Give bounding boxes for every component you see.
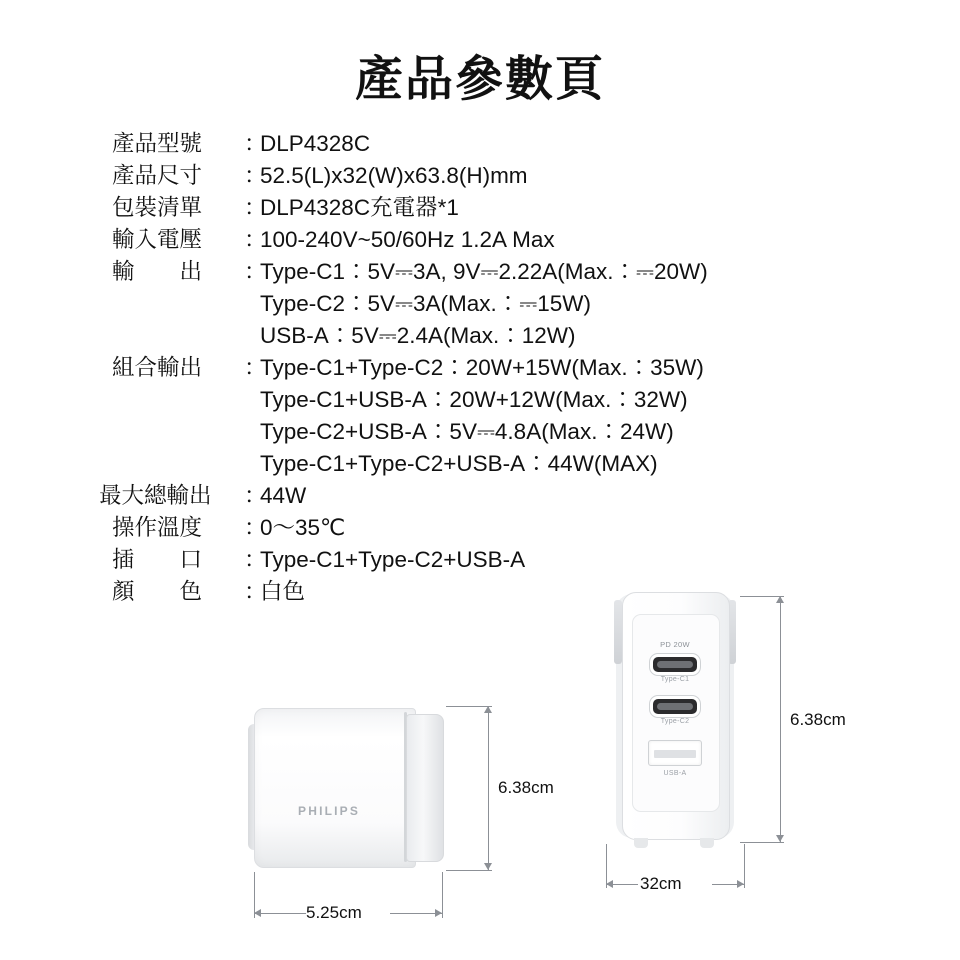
dim-arrow-right xyxy=(435,909,442,917)
spec-value: 100-240V~50/60Hz 1.2A Max xyxy=(260,227,555,252)
dim-line-horizontal xyxy=(254,913,306,914)
type-c2-port-label: Type-C2 xyxy=(660,718,690,725)
spec-value: Type-C2+USB-A：5V⎓4.8A(Max.：24W) xyxy=(260,419,674,444)
spec-label: 產品尺寸 xyxy=(112,163,203,188)
usb-a-port-icon xyxy=(648,740,702,766)
spec-label: 操作溫度 xyxy=(112,515,203,540)
spec-row xyxy=(112,128,872,160)
page-title: 產品參數頁 xyxy=(354,53,605,106)
charger-foot-left xyxy=(634,838,648,848)
spec-colon: ： xyxy=(244,195,267,220)
side-view-height-label: 6.38cm xyxy=(498,778,554,797)
product-images xyxy=(0,580,960,960)
spec-value: 52.5(L)x32(W)x63.8(H)mm xyxy=(260,163,528,188)
dim-cap xyxy=(446,870,492,871)
spec-row xyxy=(112,160,872,192)
spec-value: 白色 xyxy=(260,579,306,604)
spec-colon: ： xyxy=(244,163,267,188)
dim-arrow-down xyxy=(484,863,492,870)
spec-value: Type-C1+Type-C2+USB-A xyxy=(260,547,526,572)
spec-row-continuation xyxy=(112,288,872,320)
spec-value: Type-C1：5V⎓3A, 9V⎓2.22A(Max.：⎓20W) xyxy=(260,259,708,284)
spec-label: 輸入電壓 xyxy=(112,227,203,252)
dim-arrow-up xyxy=(776,596,784,603)
charger-side-body xyxy=(254,708,416,868)
spec-value: DLP4328C充電器*1 xyxy=(260,195,459,220)
spec-row xyxy=(112,352,872,384)
spec-label: 顏 色 xyxy=(112,579,203,604)
dim-cap xyxy=(744,844,745,888)
spec-colon: ： xyxy=(244,259,267,284)
spec-value: Type-C2：5V⎓3A(Max.：⎓15W) xyxy=(260,291,591,316)
charger-foot-right xyxy=(700,838,714,848)
dim-cap xyxy=(442,872,443,918)
spec-label: 包裝清單 xyxy=(112,195,203,220)
spec-colon: ： xyxy=(244,579,267,604)
spec-row xyxy=(112,544,872,576)
philips-brand-label: PHILIPS xyxy=(298,804,361,818)
dim-arrow-left xyxy=(606,880,613,888)
spec-colon: ： xyxy=(244,131,267,156)
spec-list xyxy=(99,128,872,608)
spec-label: 產品型號 xyxy=(112,131,203,156)
spec-row xyxy=(112,192,872,224)
spec-label: 最大總輸出 xyxy=(99,483,212,508)
side-view-width-label: 5.25cm xyxy=(306,903,362,922)
spec-value: 44W xyxy=(260,483,307,508)
front-view-width-label: 32cm xyxy=(640,874,682,893)
dim-line-vertical xyxy=(780,596,781,842)
spec-row xyxy=(112,512,872,544)
spec-row-continuation xyxy=(112,416,872,448)
spec-label: 輸 出 xyxy=(112,259,203,284)
dim-arrow-down xyxy=(776,835,784,842)
spec-row-continuation xyxy=(112,384,872,416)
dim-cap xyxy=(740,842,784,843)
type-c2-port-icon xyxy=(650,696,700,717)
spec-colon: ： xyxy=(244,227,267,252)
charger-side-view-image xyxy=(254,708,442,866)
dim-arrow-right xyxy=(737,880,744,888)
spec-value: 0～35℃ xyxy=(260,515,346,540)
spec-row xyxy=(112,224,872,256)
type-c1-port-label: Type-C1 xyxy=(660,676,690,683)
spec-value: DLP4328C xyxy=(260,131,371,156)
spec-colon: ： xyxy=(244,547,267,572)
spec-label: 插 口 xyxy=(112,547,203,572)
type-c1-port-icon xyxy=(650,654,700,675)
spec-row xyxy=(112,256,872,288)
spec-value: Type-C1+Type-C2+USB-A：44W(MAX) xyxy=(260,451,658,476)
spec-colon: ： xyxy=(244,483,267,508)
spec-value: Type-C1+Type-C2：20W+15W(Max.：35W) xyxy=(260,355,704,380)
spec-colon: ： xyxy=(244,355,267,380)
charger-front-view-image xyxy=(614,592,736,840)
usb-a-port-label: USB-A xyxy=(663,770,687,777)
spec-row-continuation xyxy=(112,448,872,480)
dim-arrow-up xyxy=(484,706,492,713)
plug-prong-left xyxy=(614,600,622,664)
charger-side-cap xyxy=(406,714,444,862)
front-view-height-label: 6.38cm xyxy=(790,710,846,729)
spec-value: USB-A：5V⎓2.4A(Max.：12W) xyxy=(260,323,576,348)
spec-label: 組合輸出 xyxy=(112,355,203,380)
spec-row xyxy=(99,480,872,512)
dim-line-vertical xyxy=(488,706,489,870)
pd-power-label: PD 20W xyxy=(660,640,690,649)
spec-value: Type-C1+USB-A：20W+12W(Max.：32W) xyxy=(260,387,688,412)
dim-arrow-left xyxy=(254,909,261,917)
spec-row-continuation xyxy=(112,320,872,352)
spec-colon: ： xyxy=(244,515,267,540)
